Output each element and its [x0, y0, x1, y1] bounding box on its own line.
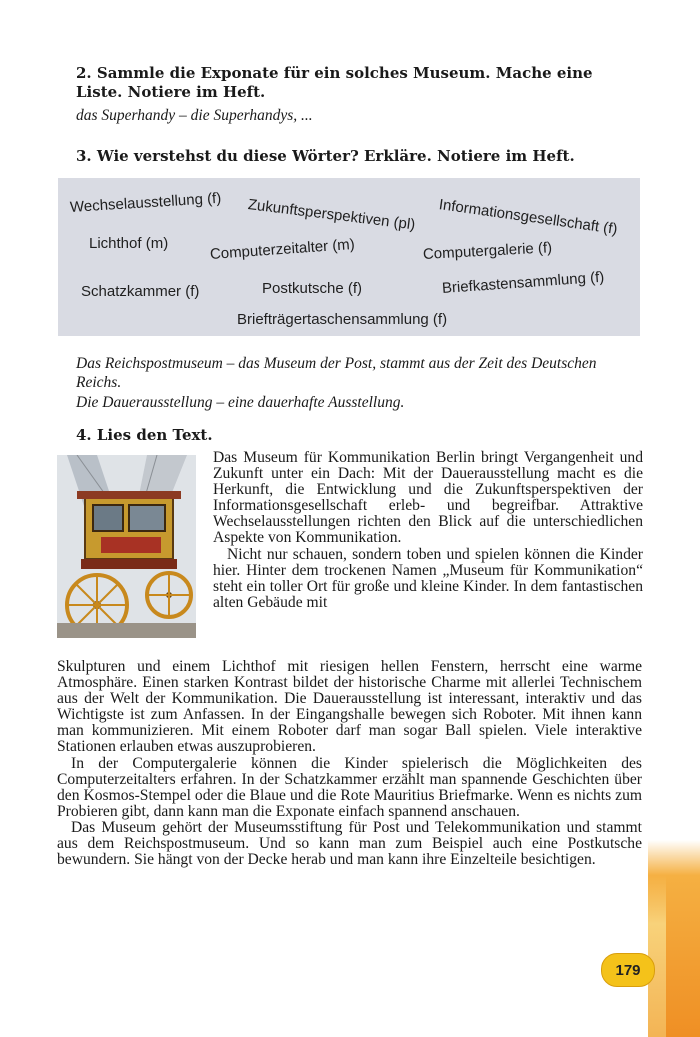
article-column-full: [57, 659, 642, 868]
vocab-word: Briefkastensammlung (f): [441, 268, 605, 297]
page-number: 179: [615, 961, 641, 979]
vocab-word: Lichthof (m): [89, 235, 169, 252]
vocab-word: Schatzkammer (f): [81, 283, 200, 300]
task-3-example-2: Die Dauerausstellung – eine dauerhafte Ausstellung.: [76, 394, 405, 411]
page-number-badge: [601, 953, 655, 987]
vocab-word: Computergalerie (f): [422, 239, 553, 263]
vocabulary-word-box: [58, 178, 640, 336]
vocab-word: Postkutsche (f): [262, 280, 363, 297]
task-3-heading: 3. Wie verstehst du diese Wörter? Erkläre. Notiere im Heft.: [76, 147, 575, 165]
article-paragraph-2-end: Skulpturen und einem Lichthof mit riesigen hellen Fenstern, herrscht eine warme Atmosphäre. Einen starken Kontrast bildet der historische Charme mit allerlei Technischem aus der Welt der Kommunikation. Die Dauerausstellung ist interessant, interaktiv und das Wichtigste ist zum Anfassen. In der Eingangshalle bewegen sich Roboter. Mit ihnen kann man kommunizieren. Mit einem Roboter darf man sogar Ball spielen. Viele interaktive Stationen erlauben etwas auszuprobieren.: [57, 658, 642, 756]
task-3-example-1: Das Reichspostmuseum – das Museum der Post, stammt aus der Zeit des Deutschen Reichs.: [76, 355, 597, 391]
vocab-word: Briefträgertaschensammlung (f): [237, 311, 448, 328]
article-column-right: [213, 450, 643, 611]
vocab-word: Informationsgesellschaft (f): [437, 196, 619, 238]
article-paragraph-2-start: Nicht nur schauen, sondern toben und spielen können die Kinder hier. Hinter dem trockenen Namen „Museum für Kommunikation“ steht ein toller Ort für große und kleine Kinder. In dem fantastischen alten Gebäude mit: [213, 545, 643, 611]
decorative-side-bar-highlight: [648, 875, 666, 1037]
task-2-example: das Superhandy – die Superhandys, ...: [76, 107, 313, 124]
article-paragraph-1: Das Museum für Kommunikation Berlin bringt Vergangenheit und Zukunft unter ein Dach: Mit der Dauerausstellung macht es die Herkunft, die Entwicklung und die Zukunftsperspektiven der Informationsgesellschaft erleb- und begreifbar. Attraktive Wechselausstellungen richten den Blick auf die unterschiedlichen Aspekte von Kommunikation.: [213, 449, 643, 547]
vocab-word: Computerzeitalter (m): [209, 235, 356, 263]
vocab-word: Zukunftsperspektiven (pl): [246, 196, 417, 234]
article-paragraph-4: Das Museum gehört der Museumsstiftung für Post und Telekommunikation und stammt aus dem Reichspostmuseum. Und so kann man zum Beispiel auch eine Postkutsche bewundern. Sie hängt von der Decke herab und man kann ihre Einzelteile besichtigen.: [57, 818, 642, 869]
postal-coach-photo: [57, 455, 196, 638]
task-4-heading: 4. Lies den Text.: [76, 426, 213, 444]
postal-coach-illustration: [57, 455, 196, 638]
vocab-word: Wechselausstellung (f): [69, 189, 222, 216]
article-paragraph-3: In der Computergalerie können die Kinder spielerisch die Möglichkeiten des Computerzeitalters erfahren. In der Schatzkammer erzählt man spannende Geschichten über den Kosmos-Stempel oder die Blaue und die Rote Mauritius Briefmarke. Wenn es nichts zum Probieren gibt, dann kann man die Exponate einfach spannend anschauen.: [57, 754, 642, 820]
task-2-heading: 2. Sammle die Exponate für ein solches Museum. Mache eine Liste. Notiere im Heft.: [76, 64, 593, 101]
